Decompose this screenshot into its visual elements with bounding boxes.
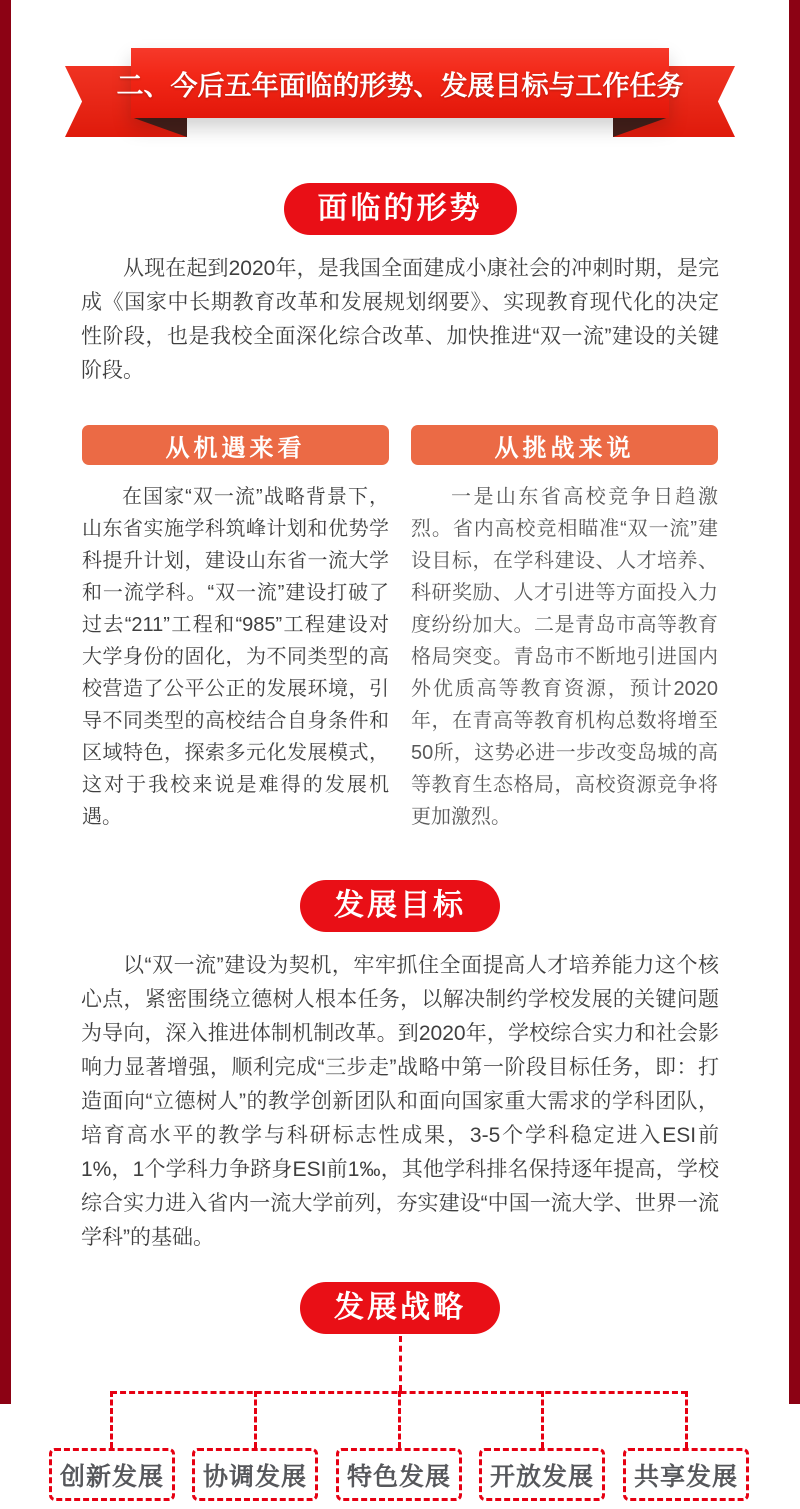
opportunity-text: 在国家“双一流”战略背景下，山东省实施学科筑峰计划和优势学科提升计划，建设山东省一流大学和一流学科。“双一流”建设打破了过去“211”工程和“985”工程建设对大学身份的固化，为不同类型的高校营造了公平公正的发展环境，引导不同类型的高校结合自身条件和区域特色，探索多元化发展模式，这对于我校来说是难得的发展机遇。 bbox=[82, 486, 389, 828]
badge-goal-label: 发展目标 bbox=[334, 888, 466, 923]
badge-strategy bbox=[300, 1282, 500, 1334]
left-border-rail bbox=[0, 0, 11, 1404]
situation-paragraph: 从现在起到2020年，是我国全面建成小康社会的冲刺时期，是完成《国家中长期教育改革和发展规划纲要》、实现教育现代化的决定性阶段，也是我校全面深化综合改革、加快推进“双一流”建设的关键阶段。 bbox=[81, 257, 719, 382]
strategy-box-sharing bbox=[623, 1448, 749, 1501]
opportunity-header: 从机遇来看 bbox=[82, 425, 389, 465]
tree-drop-line-3 bbox=[398, 1391, 401, 1448]
badge-situation bbox=[284, 183, 517, 235]
strategy-box-coordination bbox=[192, 1448, 318, 1501]
challenge-text: 一是山东省高校竞争日趋激烈。省内高校竞相瞄准“双一流”建设目标，在学科建设、人才培养、科研奖励、人才引进等方面投入力度纷纷加大。二是青岛市高等教育格局突变。青岛市不断地引进国内外优质高等教育资源，预计2020年，在青高等教育机构总数将增至50所，这势必进一步改变岛城的高等教育生态格局，高校资源竞争将更加激烈。 bbox=[411, 486, 718, 828]
badge-strategy-label: 发展战略 bbox=[334, 1290, 466, 1325]
strategy-box-label: 开放发展 bbox=[489, 1462, 594, 1491]
strategy-box-label: 特色发展 bbox=[346, 1462, 451, 1491]
tree-drop-line-4 bbox=[541, 1391, 544, 1448]
title-ribbon bbox=[1, 0, 799, 150]
strategy-tree bbox=[1, 1334, 799, 1509]
tree-drop-line-2 bbox=[254, 1391, 257, 1448]
badge-situation-label: 面临的形势 bbox=[317, 191, 483, 226]
strategy-box-label: 协调发展 bbox=[202, 1462, 307, 1491]
strategy-box-label: 共享发展 bbox=[633, 1462, 738, 1491]
tree-drop-line-1 bbox=[110, 1391, 113, 1448]
strategy-box-opening bbox=[479, 1448, 605, 1501]
goal-paragraph: 以“双一流”建设为契机，牢牢抓住全面提高人才培养能力这个核心点，紧密围绕立德树人根本任务，以解决制约学校发展的关键问题为导向，深入推进体制机制改革。到2020年，学校综合实力和社会影响力显著增强，顺利完成“三步走”战略中第一阶段目标任务，即：打造面向“立德树人”的教学创新团队和面向国家重大需求的学科团队，培育高水平的教学与科研标志性成果，3-5个学科稳定进入ESI前1%，1个学科力争跻身ESI前1‰，其他学科排名保持逐年提高，学校综合实力进入省内一流大学前列，夯实建设“中国一流大学、世界一流学科”的基础。 bbox=[81, 954, 719, 1249]
right-border-rail bbox=[789, 0, 800, 1404]
opportunity-panel bbox=[82, 425, 389, 833]
section-title: 二、今后五年面临的形势、发展目标与工作任务 bbox=[116, 70, 684, 101]
situation-columns bbox=[82, 425, 718, 833]
tree-trunk-line bbox=[399, 1336, 402, 1391]
badge-goal bbox=[300, 880, 500, 932]
strategy-box-label: 创新发展 bbox=[59, 1462, 164, 1491]
tree-drop-line-5 bbox=[685, 1391, 688, 1448]
ribbon-band bbox=[116, 48, 684, 118]
challenge-panel bbox=[411, 425, 718, 833]
strategy-box-characteristic bbox=[336, 1448, 462, 1501]
strategy-box-innovation bbox=[49, 1448, 175, 1501]
challenge-header: 从挑战来说 bbox=[411, 425, 718, 465]
